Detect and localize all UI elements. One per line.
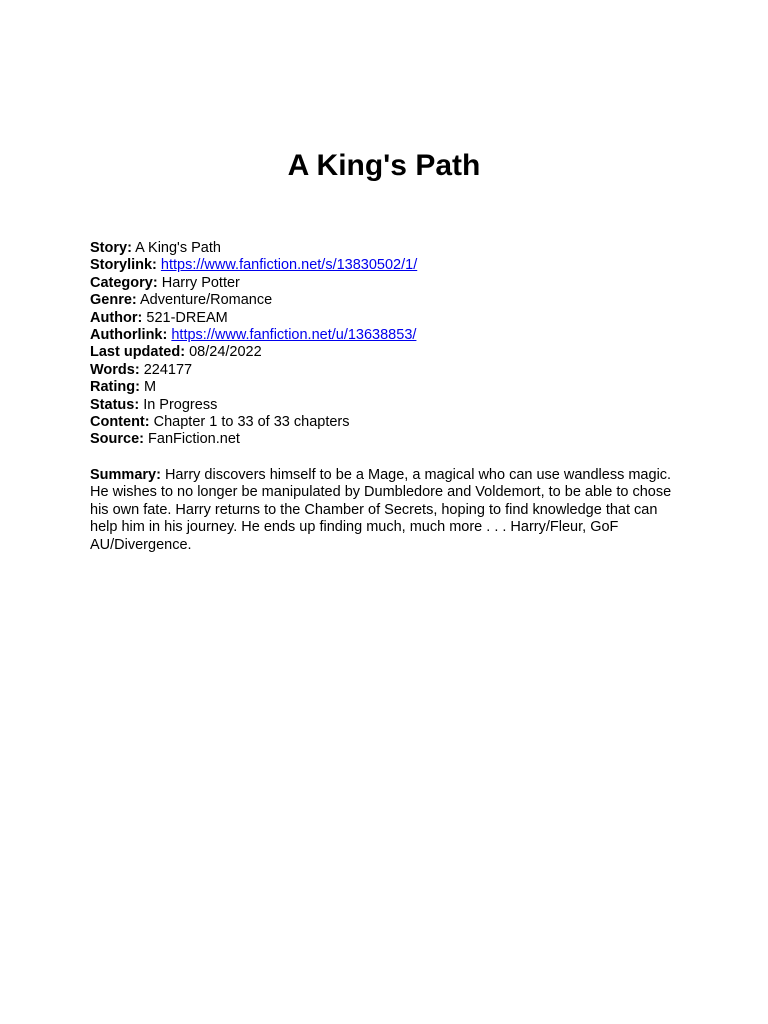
rating-value: M: [143, 379, 157, 396]
status-label: Status:: [90, 396, 140, 413]
source-label: Source:: [90, 431, 144, 448]
author-value: 521-DREAM: [146, 309, 228, 326]
summary-label: Summary:: [90, 467, 161, 483]
last-updated-label: Last updated:: [90, 344, 186, 361]
last-updated-field: [90, 344, 680, 361]
source-value: FanFiction.net: [148, 431, 240, 448]
story-metadata: [90, 240, 680, 449]
story-field: [90, 240, 680, 257]
summary-text: Harry discovers himself to be a Mage, a magical who can use wandless magic. He wishes to no longer be manipulated by Dumbledore and Voldemort, to be able to chose his own fate. Harry returns to the Chamber of Secrets, hoping to find knowledge that can help him in his journey. He ends up finding much, much more . . . Harry/Fleur, GoF AU/Divergence.: [90, 467, 672, 553]
page-title: A King's Path: [287, 149, 481, 182]
author-field: [90, 310, 680, 327]
source-field: [90, 431, 680, 448]
words-field: [90, 362, 680, 379]
words-label: Words:: [90, 361, 140, 378]
story-label: Story:: [90, 240, 132, 256]
author-label: Author:: [90, 309, 143, 326]
genre-value: Adventure/Romance: [139, 292, 273, 309]
rating-field: [90, 379, 680, 396]
storylink-link[interactable]: https://www.fanfiction.net/s/13830502/1/: [160, 257, 418, 274]
authorlink-link[interactable]: https://www.fanfiction.net/u/13638853/: [171, 327, 417, 344]
story-value: A King's Path: [135, 240, 221, 256]
authorlink-label: Authorlink:: [90, 327, 168, 344]
category-field: [90, 275, 680, 292]
summary-paragraph: [90, 467, 675, 554]
status-value: In Progress: [143, 396, 218, 413]
category-value: Harry Potter: [161, 274, 240, 291]
last-updated-value: 08/24/2022: [189, 344, 262, 361]
genre-label: Genre:: [90, 292, 137, 309]
storylink-field: [90, 257, 680, 274]
rating-label: Rating:: [90, 379, 140, 396]
status-field: [90, 397, 680, 414]
category-label: Category:: [90, 274, 158, 291]
genre-field: [90, 292, 680, 309]
authorlink-field: [90, 327, 680, 344]
content-label: Content:: [90, 414, 150, 431]
words-value: 224177: [143, 361, 193, 378]
content-field: [90, 414, 680, 431]
storylink-label: Storylink:: [90, 257, 157, 274]
content-value: Chapter 1 to 33 of 33 chapters: [153, 414, 350, 431]
